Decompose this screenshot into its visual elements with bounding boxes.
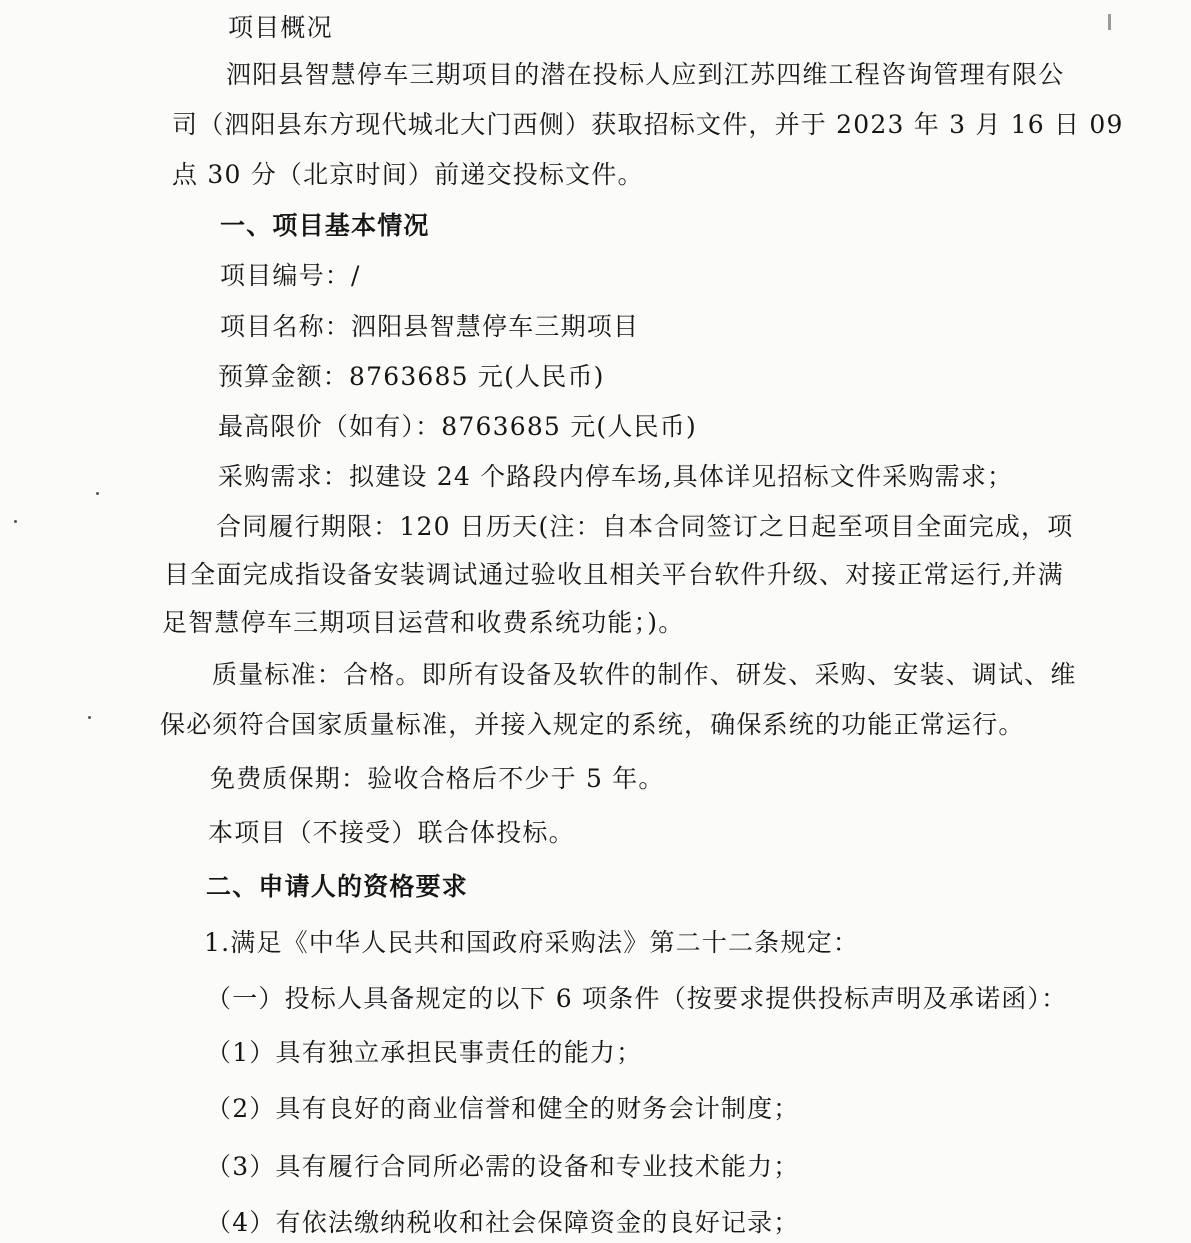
body-line: 目全面完成指设备安装调试通过验收且相关平台软件升级、对接正常运行,并满: [164, 560, 1064, 589]
body-line: 质量标准：合格。即所有设备及软件的制作、研发、采购、安装、调试、维: [212, 660, 1077, 689]
body-line: （3）具有履行合同所必需的设备和专业技术能力；: [206, 1152, 800, 1181]
scan-speck: [88, 716, 91, 719]
body-line: （一）投标人具备规定的以下 6 项条件（按要求提供投标声明及承诺函）：: [206, 984, 1068, 1013]
body-line: 保必须符合国家质量标准，并接入规定的系统，确保系统的功能正常运行。: [160, 710, 1025, 739]
body-line: 项目编号：/: [220, 261, 361, 290]
body-line: 最高限价（如有）：8763685 元(人民币): [218, 412, 697, 441]
overview-heading: 项目概况: [228, 13, 333, 42]
body-line: 点 30 分（北京时间）前递交投标文件。: [172, 160, 644, 189]
body-line: 泗阳县智慧停车三期项目的潜在投标人应到江苏四维工程咨询管理有限公: [226, 60, 1065, 89]
body-line: 项目名称：泗阳县智慧停车三期项目: [220, 312, 640, 341]
scan-speck: [14, 520, 17, 523]
scan-mark: [1108, 14, 1111, 30]
body-line: 免费质保期：验收合格后不少于 5 年。: [210, 764, 665, 793]
body-line: 预算金额：8763685 元(人民币): [218, 362, 605, 391]
body-line: 1.满足《中华人民共和国政府采购法》第二十二条规定：: [204, 928, 860, 957]
body-line: （1）具有独立承担民事责任的能力；: [206, 1038, 643, 1067]
body-line: 采购需求：拟建设 24 个路段内停车场,具体详见招标文件采购需求；: [218, 462, 1014, 491]
section-heading: 一、项目基本情况: [220, 211, 430, 240]
body-line: 合同履行期限：120 日历天(注：自本合同签订之日起至项目全面完成，项: [216, 512, 1074, 541]
body-line: （4）有依法缴纳税收和社会保障资金的良好记录；: [206, 1208, 800, 1237]
body-line: 司（泗阳县东方现代城北大门西侧）获取招标文件，并于 2023 年 3 月 16 日 09: [172, 110, 1124, 139]
section-heading: 二、申请人的资格要求: [206, 872, 469, 901]
scan-speck: [96, 492, 99, 495]
body-line: 足智慧停车三期项目运营和收费系统功能；)。: [162, 608, 685, 637]
body-line: 本项目（不接受）联合体投标。: [208, 818, 575, 847]
body-line: （2）具有良好的商业信誉和健全的财务会计制度；: [206, 1094, 800, 1123]
